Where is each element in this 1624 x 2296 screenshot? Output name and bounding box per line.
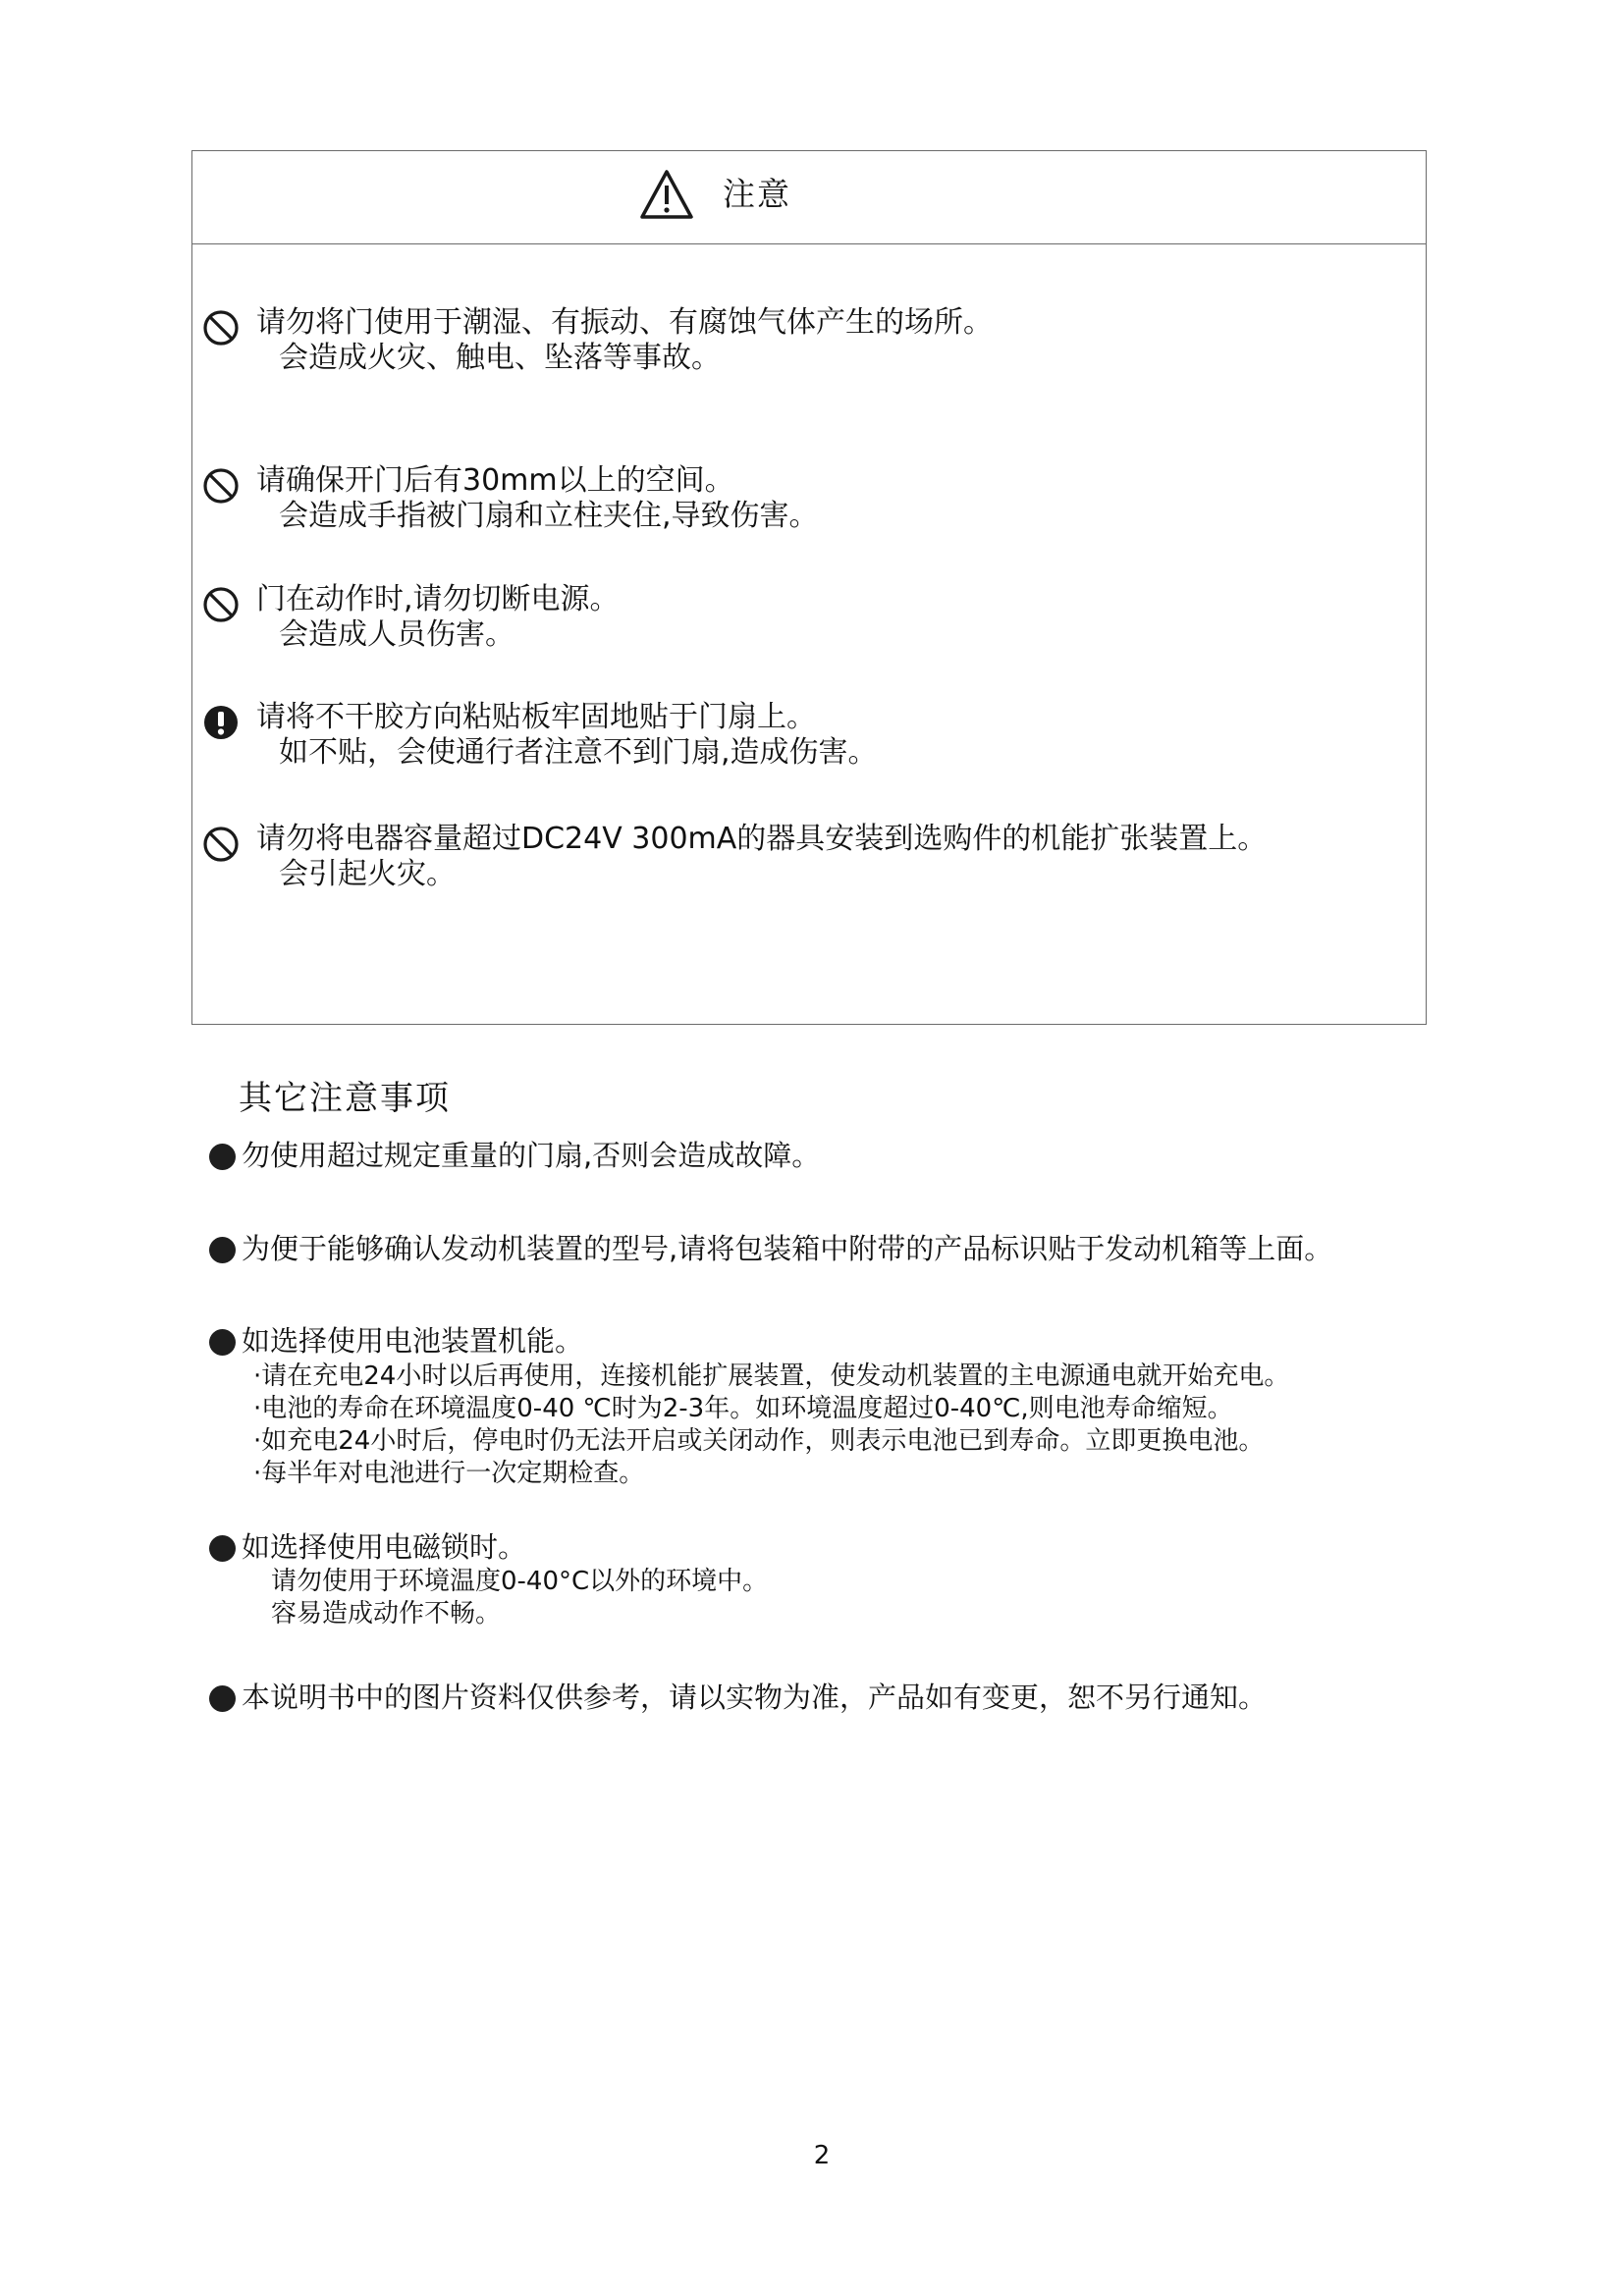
caution-text: 请确保开门后有30mm以上的空间。 (256, 463, 734, 498)
note-subitem: ·每半年对电池进行一次定期检查。 (253, 1459, 645, 1488)
caution-text: 请将不干胶方向粘贴板牢固地贴于门扇上。 (256, 700, 816, 734)
prohibition-icon (202, 309, 240, 347)
caution-box (191, 150, 1427, 1025)
caution-title: 注意 (723, 175, 791, 213)
bullet-dot-icon (209, 1237, 236, 1263)
note-text: 本说明书中的图片资料仅供参考，请以实物为准，产品如有变更，恕不另行通知。 (242, 1681, 1268, 1714)
bullet-dot-icon (209, 1329, 236, 1356)
prohibition-icon (202, 586, 240, 623)
caution-consequence: 如不贴，会使通行者注意不到门扇,造成伤害。 (279, 735, 878, 770)
caution-text: 请勿将门使用于潮湿、有振动、有腐蚀气体产生的场所。 (256, 305, 993, 340)
bullet-dot-icon (209, 1685, 236, 1712)
bullet-dot-icon (209, 1144, 236, 1170)
page-number: 2 (813, 2141, 831, 2170)
caution-consequence: 会造成手指被门扇和立柱夹住,导致伤害。 (279, 499, 819, 533)
mandatory-icon (202, 704, 240, 741)
note-subitem: ·电池的寿命在环境温度0-40 ℃时为2-3年。如环境温度超过0-40℃,则电池寿命缩短。 (253, 1394, 1233, 1423)
caution-consequence: 会造成人员伤害。 (279, 617, 514, 652)
caution-text: 门在动作时,请勿切断电源。 (256, 582, 620, 616)
note-text: 为便于能够确认发动机装置的型号,请将包装箱中附带的产品标识贴于发动机箱等上面。 (242, 1232, 1333, 1265)
other-notes-heading: 其它注意事项 (239, 1079, 451, 1118)
note-subitem: ·如充电24小时后，停电时仍无法开启或关闭动作，则表示电池已到寿命。立即更换电池。 (253, 1426, 1265, 1456)
note-subitem: ·请在充电24小时以后再使用，连接机能扩展装置，使发动机装置的主电源通电就开始充电。 (253, 1362, 1290, 1391)
caution-header (192, 151, 1426, 244)
note-text: 勿使用超过规定重量的门扇,否则会造成故障。 (242, 1139, 821, 1172)
note-subitem: 容易造成动作不畅。 (271, 1599, 502, 1629)
note-subitem: 请勿使用于环境温度0-40°C以外的环境中。 (271, 1567, 769, 1596)
note-text: 如选择使用电磁锁时。 (242, 1530, 527, 1564)
note-text: 如选择使用电池装置机能。 (242, 1324, 584, 1358)
caution-consequence: 会引起火灾。 (279, 857, 456, 891)
prohibition-icon (202, 826, 240, 863)
prohibition-icon (202, 467, 240, 505)
bullet-dot-icon (209, 1535, 236, 1562)
warning-triangle-icon (639, 169, 694, 220)
caution-consequence: 会造成火灾、触电、坠落等事故。 (279, 341, 721, 375)
caution-text: 请勿将电器容量超过DC24V 300mA的器具安装到选购件的机能扩张装置上。 (256, 822, 1268, 856)
